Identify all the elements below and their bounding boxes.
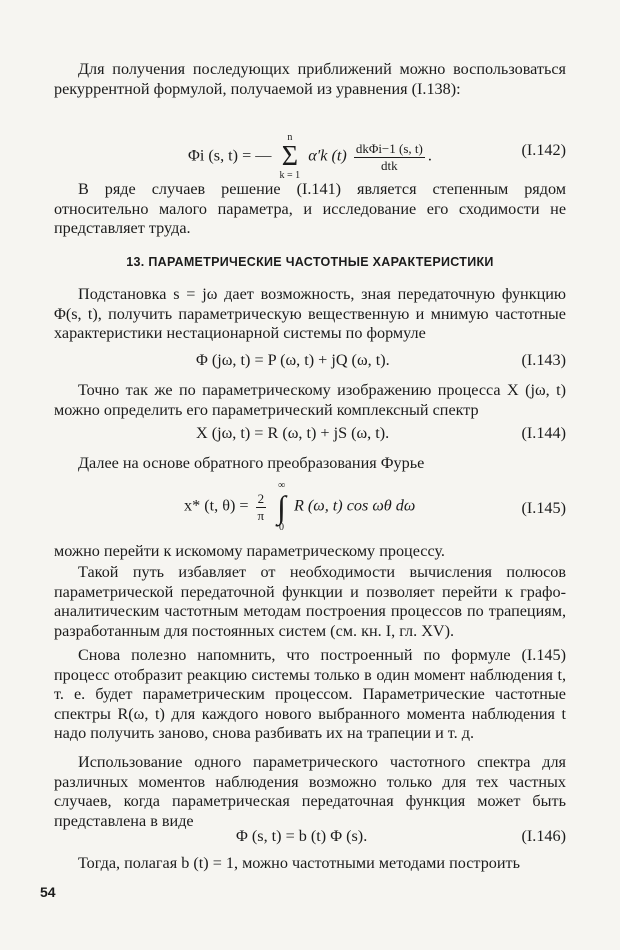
eq143-body: Φ (jω, t) = P (ω, t) + jQ (ω, t). — [196, 351, 390, 369]
paragraph-intro: Для получения последующих приближений можно воспользоваться рекуррентной формулой, получаемой из уравнения (I.138): — [54, 60, 566, 98]
eq142-lhs: Φi (s, t) = — — [188, 146, 272, 165]
page-number: 54 — [40, 884, 56, 900]
equation-i142 — [54, 132, 566, 181]
integral-operator — [277, 481, 286, 533]
eq144-number: (I.144) — [521, 424, 566, 442]
eq143-number: (I.143) — [521, 351, 566, 369]
sum-operator — [280, 133, 301, 181]
equation-i144 — [54, 424, 566, 446]
integral-lower-limit: 0 — [279, 522, 285, 533]
equation-i145 — [54, 481, 566, 539]
integral-symbol: ∫ — [277, 489, 286, 525]
eq145-denominator: π — [257, 507, 265, 523]
paragraph-power-series: В ряде случаев решение (I.141) является степенным рядом относительно малого параметра, и исследование его сходимости не представляет труда. — [54, 180, 566, 238]
eq142-number: (I.142) — [521, 141, 566, 159]
paragraph-substitution: Подстановка s = jω дает возможность, зная передаточную функцию Φ(s, t), получить параметрическую вещественную и мнимую частотные характеристики нестационарной системы по формуле — [54, 285, 566, 343]
sum-symbol: Σ — [281, 141, 298, 172]
paragraph-reminder: Снова полезно напомнить, что построенный по формуле (I.145) процесс отобразит реакцию системы только в один момент наблюдения t, т. е. будет параметрическим процессом. Параметрические частотные спектры R(ω, t) для каждого нового выбранного момента наблюдения t надо получить заново, снова разбивать их на трапеции и т. д. — [54, 646, 566, 743]
eq145-lhs: x* (t, θ) = — [184, 496, 249, 515]
equation-i146 — [54, 827, 566, 849]
eq142-denominator: dtk — [381, 157, 398, 173]
eq146-body: Φ (s, t) = b (t) Φ (s). — [236, 827, 368, 845]
eq142-numerator: dkΦi−1 (s, t) — [355, 140, 423, 156]
integral-upper-limit: ∞ — [277, 480, 286, 491]
sum-lower-limit: k = 1 — [279, 170, 301, 181]
paragraph-usage: Использование одного параметрического частотного спектра для различных моментов наблюдения возможно только для тех частных случаев, когда параметрическая передаточная функция может быть представлена в виде — [54, 753, 566, 830]
section-heading: 13. ПАРАМЕТРИЧЕСКИЕ ЧАСТОТНЫЕ ХАРАКТЕРИСТИКИ — [126, 255, 494, 269]
paragraph-spectrum: Точно так же по параметрическому изображению процесса X (jω, t) можно определить его параметрический комплексный спектр — [54, 381, 566, 419]
paragraph-then: Тогда, полагая b (t) = 1, можно частотными методами построить — [78, 854, 521, 872]
eq142-term: α′k (t) — [308, 146, 347, 165]
paragraph-proceed: можно перейти к искомому параметрическому процессу. — [54, 542, 445, 560]
sum-upper-limit: n — [287, 132, 293, 143]
eq144-body: X (jω, t) = R (ω, t) + jS (ω, t). — [196, 424, 390, 442]
eq145-fraction — [256, 491, 267, 524]
paragraph-path: Такой путь избавляет от необходимости вычисления полюсов параметрической передаточной функции и позволяет перейти к графо-аналитическим частотным методам построения процессов по трапециям, разработанным для постоянных систем (см. кн. I, гл. XV). — [54, 563, 566, 640]
eq145-numerator: 2 — [257, 490, 265, 506]
eq142-tail: . — [427, 146, 432, 165]
eq145-number: (I.145) — [521, 499, 566, 517]
equation-i143 — [54, 351, 566, 373]
eq145-integrand: R (ω, t) cos ωθ dω — [293, 496, 416, 515]
eq146-number: (I.146) — [521, 827, 566, 845]
eq142-fraction — [354, 141, 425, 174]
paragraph-fourier: Далее на основе обратного преобразования Фурье — [78, 454, 425, 472]
